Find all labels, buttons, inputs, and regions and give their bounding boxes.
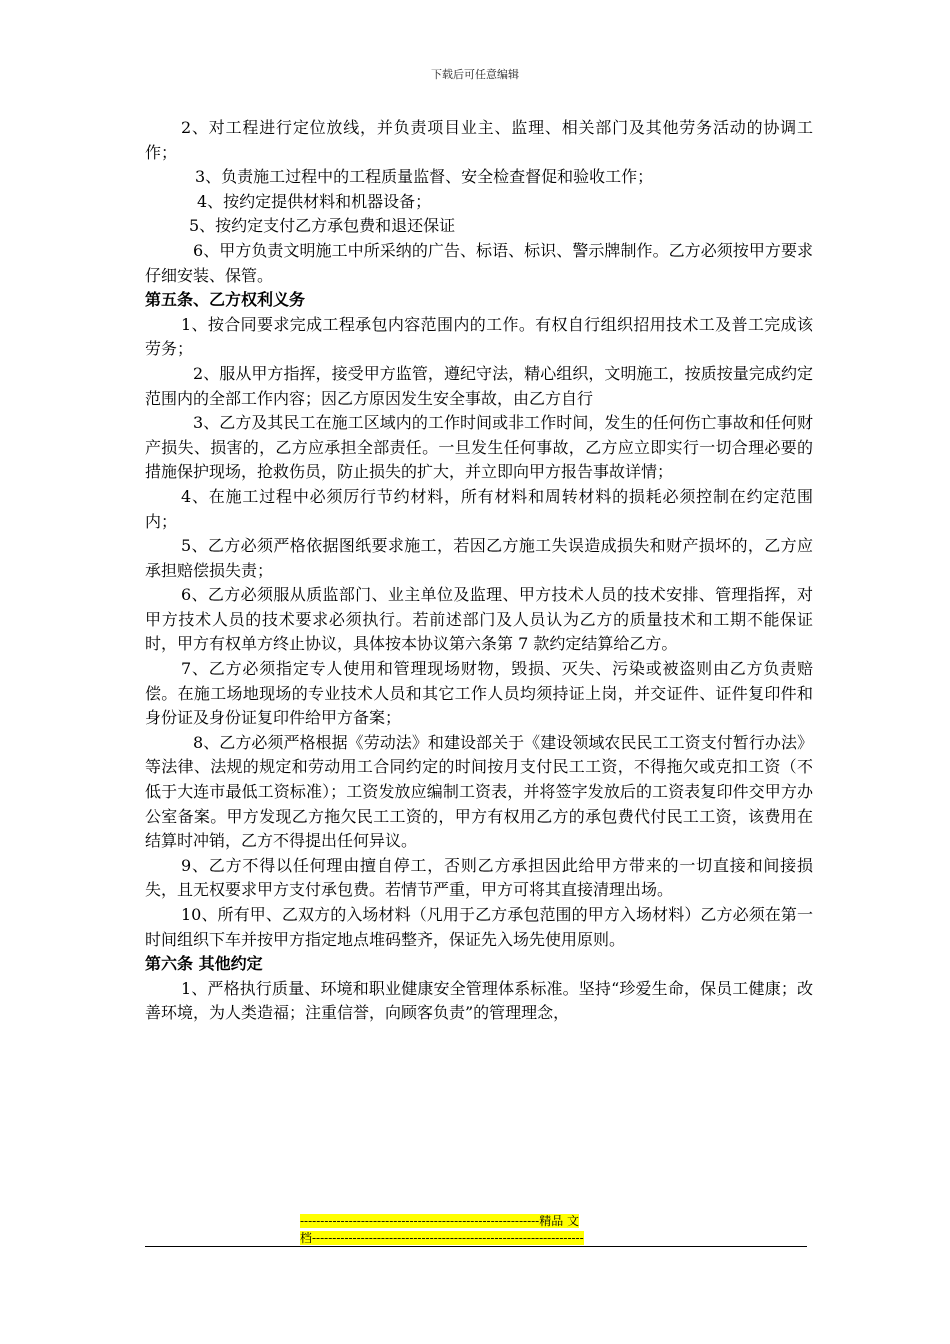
paragraph: 8、乙方必须严格根据《劳动法》和建设部关于《建设领域农民民工工资支付暂行办法》等法律、法规的规定和劳动用工合同约定的时间按月支付民工工资，不得拖欠或克扣工资（不低于大连市最低工资标准）；工资发放应编制工资表，并将签字发放后的工资表复印件交甲方办公室备案。甲方发现乙方拖欠民工工资的，甲方有权用乙方的承包费代付民工工资，该费用在结算时冲销，乙方不得提出任何异议。 xyxy=(145,732,813,851)
paragraph: 3、乙方及其民工在施工区域内的工作时间或非工作时间，发生的任何伤亡事故和任何财产损失、损害的，乙方应承担全部责任。一旦发生任何事故，乙方应立即实行一切合理必要的措施保护现场，抢救伤员，防止损失的扩大，并立即向甲方报告事故详情； xyxy=(145,413,813,482)
paragraph: 5、乙方必须严格依据图纸要求施工，若因乙方施工失误造成损失和财产损坏的，乙方应承担赔偿损失责； xyxy=(145,536,813,580)
paragraph: 3、负责施工过程中的工程质量监督、安全检查督促和验收工作； xyxy=(195,167,654,187)
paragraph: 1、按合同要求完成工程承包内容范围内的工作。有权自行组织招用技术工及普工完成该劳务； xyxy=(145,314,813,359)
paragraph: 6、乙方必须服从质监部门、业主单位及监理、甲方技术人员的技术安排、管理指挥，对甲方技术人员的技术要求必须执行。若前述部门及人员认为乙方的质量技术和工期不能保证时，甲方有权单方终止协议，具体按本协议第六条第 7 款约定结算给乙方。 xyxy=(145,585,813,654)
section-heading: 第六条 其他约定 xyxy=(145,954,263,974)
paragraph: 7、乙方必须指定专人使用和管理现场财物，毁损、灭失、污染或被盗则由乙方负责赔偿。在施工场地现场的专业技术人员和其它工作人员均须持证上岗，并交证件、证件复印件和身份证及身份证复印件给甲方备案； xyxy=(145,659,813,728)
paragraph: 2、对工程进行定位放线，并负责项目业主、监理、相关部门及其他劳务活动的协调工作； xyxy=(145,118,813,162)
paragraph: 5、按约定支付乙方承包费和退还保证 xyxy=(189,216,456,236)
paragraph: 1、严格执行质量、环境和职业健康安全管理体系标准。坚持“珍爱生命，保员工健康；改善环境，为人类造福；注重信誉，向顾客负责”的管理理念， xyxy=(145,978,813,1023)
footer-divider xyxy=(145,1246,807,1247)
footer-watermark xyxy=(300,1213,650,1247)
paragraph: 10、所有甲、乙双方的入场材料（凡用于乙方承包范围的甲方入场材料）乙方必须在第一时间组织下车并按甲方指定地点堆码整齐，保证先入场先使用原则。 xyxy=(145,905,813,949)
document-body xyxy=(145,116,813,1026)
paragraph: 2、服从甲方指挥，接受甲方监管，遵纪守法，精心组织，文明施工，按质按量完成约定范围内的全部工作内容；因乙方原因发生安全事故，由乙方自行 xyxy=(145,363,813,408)
paragraph: 6、甲方负责文明施工中所采纳的广告、标语、标识、警示牌制作。乙方必须按甲方要求仔细安装、保管。 xyxy=(145,240,813,285)
page-header: 下载后可任意编辑 xyxy=(431,68,519,81)
paragraph: 4、在施工过程中必须厉行节约材料，所有材料和周转材料的损耗必须控制在约定范围内； xyxy=(145,486,813,531)
footer-line-1: -----------------------------------------------------------精品 文 xyxy=(300,1214,580,1228)
paragraph: 4、按约定提供材料和机器设备； xyxy=(197,191,432,211)
paragraph: 9、乙方不得以任何理由擅自停工，否则乙方承担因此给甲方带来的一切直接和间接损失，且无权要求甲方支付承包费。若情节严重，甲方可将其直接清理出场。 xyxy=(145,855,813,900)
footer-line-2: 档------------------------------------------------------------------- xyxy=(300,1231,584,1245)
section-heading: 第五条、乙方权利义务 xyxy=(145,290,306,310)
